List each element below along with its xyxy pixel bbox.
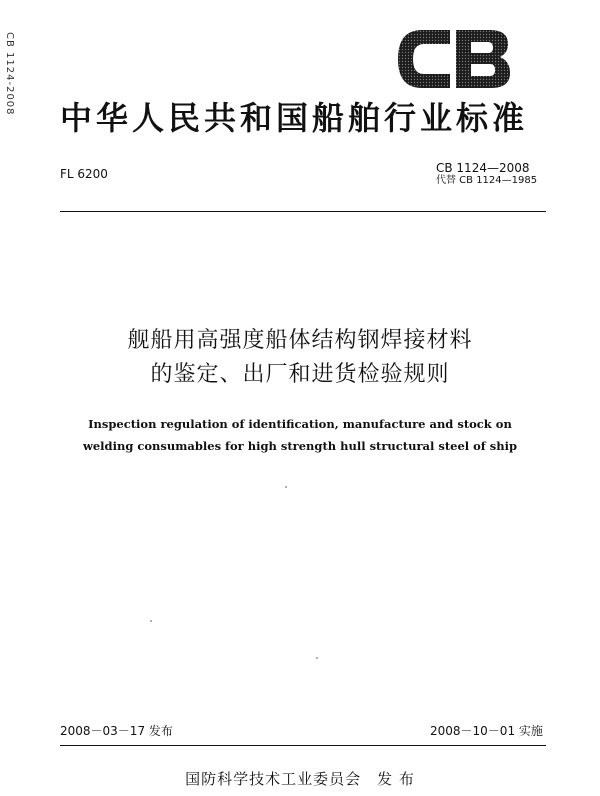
cb-logo (392, 24, 516, 94)
implementation-date: 2008－10－01 实施 (430, 724, 543, 738)
standard-title-zh-line1: 舰船用高强度船体结构钢焊接材料 (127, 328, 473, 353)
issuing-body-title: 中华人民共和国船舶行业标准 (60, 99, 529, 137)
ics-classification-code: FL 6200 (60, 167, 108, 181)
issue-date: 2008－03－17 发布 (60, 724, 173, 738)
footer-divider (60, 745, 546, 746)
scan-speck (150, 620, 152, 622)
issuing-authority: 国防科学技术工业委员会 发 布 (185, 770, 415, 788)
logo-letter-c (398, 30, 450, 88)
standard-title-zh-line2: 的鉴定、出厂和进货检验规则 (150, 362, 450, 387)
scan-speck (285, 486, 287, 488)
replaced-standard: 代替 CB 1124—1985 (436, 175, 538, 186)
scan-speck (316, 657, 318, 659)
standard-title-en-line2: welding consumables for high strength hull structural steel of ship (82, 439, 518, 453)
side-standard-code: CB 1124-2008 (4, 32, 15, 116)
header-divider (60, 211, 546, 212)
logo-letter-b (456, 30, 510, 88)
standard-number: CB 1124—2008 (436, 161, 530, 175)
standard-title-en-line1: Inspection regulation of identification, manufacture and stock on (88, 417, 512, 431)
